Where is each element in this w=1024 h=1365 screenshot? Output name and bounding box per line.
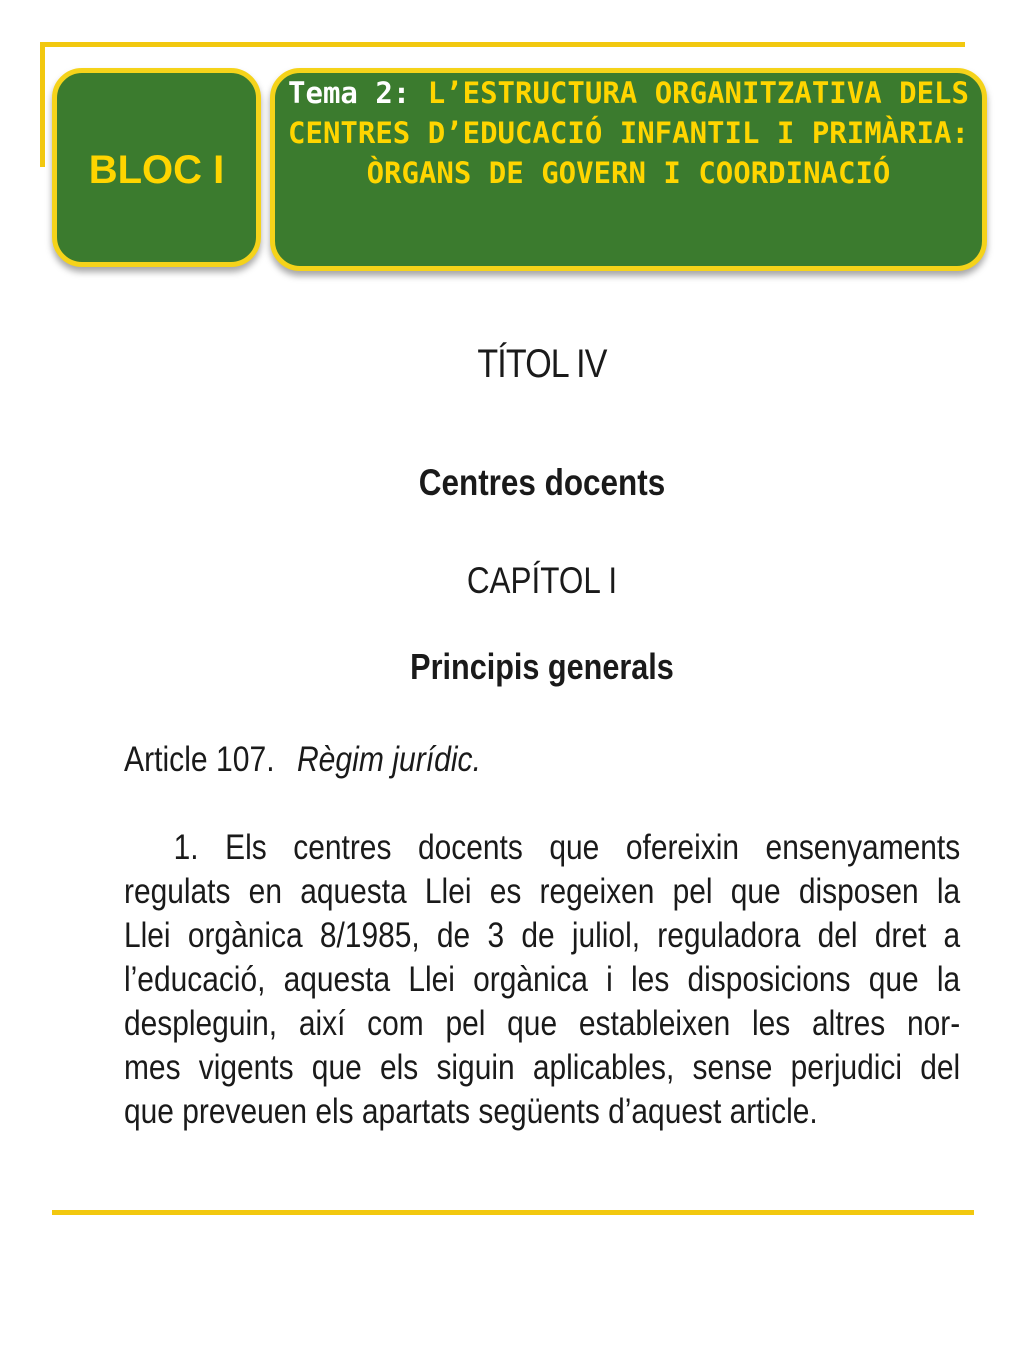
paragraph-line: despleguin, així com pel que estableixen les altres nor-	[124, 1004, 961, 1043]
tema-title	[275, 73, 982, 193]
tema-prefix: Tema 2:	[288, 76, 428, 110]
paragraph-line: Llei orgànica 8/1985, de 3 de juliol, reguladora del dret a	[124, 916, 961, 955]
paragraph-line: l’educació, aquesta Llei orgànica i les disposicions que la	[124, 960, 961, 999]
paragraph-line: 1. Els centres docents que ofereixin ensenyaments	[173, 828, 961, 867]
capitol-heading: CAPÍTOL I	[466, 560, 618, 601]
tema-title-text: L’ESTRUCTURA ORGANITZATIVA DELS CENTRES D’EDUCACIÓ INFANTIL I PRIMÀRIA: ÒRGANS DE GOVERN I COORDINACIÓ	[288, 76, 969, 190]
bloc-label: BLOC I	[88, 148, 225, 192]
article-title: Règim jurídic.	[296, 740, 481, 779]
article-number: Article 107.	[124, 740, 275, 779]
tema-title-box	[270, 68, 987, 271]
frame-left-line	[40, 42, 45, 167]
article-heading	[124, 740, 481, 780]
titol-heading: TÍTOL IV	[477, 342, 607, 386]
frame-top-line	[40, 42, 965, 47]
paragraph-line: que preveuen els apartats següents d’aquest article.	[124, 1092, 818, 1131]
paragraph-line: mes vigents que els siguin aplicables, sense perjudici del	[124, 1048, 961, 1087]
article-paragraph	[124, 826, 960, 1134]
frame-bottom-line	[52, 1210, 974, 1215]
bloc-badge	[52, 68, 261, 267]
chapter-title: Principis generals	[410, 646, 674, 687]
paragraph-line: regulats en aquesta Llei es regeixen pel que disposen la	[124, 872, 961, 911]
section-heading: Centres docents	[418, 462, 666, 503]
